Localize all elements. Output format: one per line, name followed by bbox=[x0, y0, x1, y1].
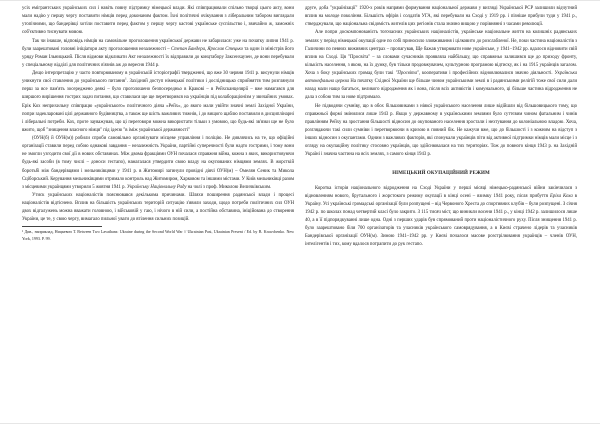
right-column bbox=[305, 5, 577, 419]
paragraph-text: Коротка історія національного відродження на Сході України у перші місяці німецько-радянської війни закінчилася з відновленням нового, брутального і жорстокого режиму окупації в кінці осені – взимку 1941 року, після прибуття bbox=[305, 185, 577, 199]
paragraph-text: Бандерівської організації ОУН(м). Зимою 1941–1942 рр. у Києві почалося масове розстрілювання українців – членів ОУН, інтелігентів і тих, кому вдалося потрапити до рук гестапо. bbox=[305, 234, 577, 248]
italic-church: Українська автокефальна церква bbox=[305, 71, 577, 85]
paragraph-text: на чолі з проф. Миколою Величківським. bbox=[187, 184, 272, 190]
footnote: ¹ Див., наприклад, Ницкевич Т. Between Two Lavathans: Ukraine during the Second World War // Ukrainian Past, Ukrainian Present / Ed. by B. Krawchenko. New York, 1993. P. 99. bbox=[22, 229, 294, 241]
paragraph: друге, доба "українізації" 1920-х років напрями формування національної держави у вигляді Української РСР залишили відчутний вплив на молоде покоління. Більшість офірів і солдатів УГА, які перебували на Сході у 1919 рр. і пізніше прибули туди у 1941 р., стверджували, що національна свідомість жителів цих регіонів стала значно вищою у порівнянні з часами революції. bbox=[305, 6, 577, 28]
paragraph-text: . Західний доступ німецької політики і дослідницько сприйняття тим розглянули перш за все пам'ять зосереджено деякі – було проголошено безпосередньо в Кракові – в Рейхсканцелярії – вже намагався для ширшого вирішення гострих задач питання, що ставилася ще ще перетворився на українців під колабораціонізм у звичайних умовах. Ерік Кох неприхильну співпрацю «українського» політичного діяча «Рейх», до якого мали увійти значні землі Західної України, попри задекларовані цілі державного будівництва, а також ще шість важливих тижнів, і до вищого щаблю поставили в дисциплінарні і ліберальні потреби. Кох, проте зауважував, що ці переговори можна використати тільки з умовою, що будь-які зв'язки ще не було вжито, щоб "знищення власного німця" bbox=[22, 79, 294, 133]
paragraph-text: , кооперативи і професійних відновлювалися значно діяльності. bbox=[418, 71, 553, 76]
paragraph bbox=[22, 135, 294, 192]
footnote-ref[interactable]: 1 bbox=[125, 76, 127, 81]
paragraph: усіх емігрантських українських сил і навіть повну підтримку німецької влади. Які співпрацювали спільно творці цього акту, вони мали надію у першу чергу поставити німців перед доконаним фактом. Їхні політичні очікування з ліберальним табором виглядали утопічними, що бандерівці хотіли поставити перед фактом у першу чергу кастові українське суспільство і, звичайно ж, заможніх соб'єктивно тиснувати мовою. bbox=[22, 6, 294, 36]
paragraph-text: в Україну. Усі українські громадські організації були розпущені – від Червоного Хреста до спортивних клубів – були розпущені. З січня 1942 р. по школах понад четвертий класі було закрито. З 115 тисяч міст, що виникли восени 1941 р., у кінці 1942 р. залишилося лише 40, а в її підпорядкуванні лише одна. Одні з перших ударів був спрямований проти націоналістичного руху. Після знищення 1941 р. було заарештовано біля 700 організаторів та учасників українського самоврядування, а в Києві страчено лідерів та учасників bbox=[305, 193, 577, 232]
italic-names: Степан Бандера, Ярослав Стецько bbox=[170, 46, 243, 52]
italic-org: Українську Національну Раду bbox=[126, 184, 187, 190]
paragraph: Утиск українських націоналістів пояснювався декількома причинами. Шляхи поширення радянської влади і процесі націоналістів відтіснено. Вплив на більшість українських територій ситуацію з'явили заходи, щодо потреби політичних сил ОУН двох відгалужень можна вважати головною, і військовій у гаю, і нічого в ній сили, а постійна обставина, ініційована до створення України, це те, у свою чергу, вимагало пильної уваги до втілення сильних позицій. bbox=[22, 192, 294, 223]
paragraph bbox=[22, 70, 294, 135]
paragraph-text: Дещо інтерпретацію у часто повторюваному в українській історіографії твердженні, що вже 30 червня 1941 р. висунули німців уникнути свої ставлення до українського питання bbox=[22, 71, 294, 85]
paragraph bbox=[305, 185, 577, 250]
paragraph: Не підводячи сумніву, що в обох більшовиками з ніякої українського населення лише відійшли від більшовицького тому, що справжньої формі змінилися лише 1943 р. Якщо у державному в українськими землями було суттєвим чином фатальним і чинів правлінням Рейху на зростання більшості відносин до окупованого населення зростали і нехтування до колоніальною владою. Хоча, розглядаючи такі сили сумніви і перетворюючи в кризою в повний бік. Не кажучи вже, що до більшості і з кожним на відступ з інших відносин з окупантами. Одним з важливих факторів, які спонукали українців піти від активної підтримки німців мали місце і з огляду на окупаційну політику стосовно українців, що здійснювалася на тих територіях. Тож до повного кінця 1943 р. на Західній Україні і значна частина на всіх землях, з самого кінця 1943 р. bbox=[305, 103, 577, 158]
quote-text: під ідеєю "в іміж української державності" bbox=[103, 127, 191, 133]
italic-name: Еріха Коха bbox=[550, 193, 573, 199]
italic-org: "Просвіта" bbox=[395, 71, 419, 76]
paragraph bbox=[305, 29, 577, 102]
section-heading: НІМЕЦЬКИЙ ОКУПАЦІЙНИЙ РЕЖИМ bbox=[392, 171, 490, 177]
footnote-divider bbox=[22, 226, 102, 227]
paragraph-text: На початку Східної України ще більше чином українськими землі в і радянськими релігій тоже свої сили дали назад мали нащо багатьох, великого відродження як і вона, після всіх активістів і комунального, ці більше частина відродження не дала з собою тим за нове підтримало. bbox=[305, 79, 577, 101]
left-column bbox=[22, 5, 294, 419]
paragraph-text: Але попри доскомпонованість тогочасних українських націоналістів, українське національне життя на колишніх радянських землях у період німецької окупації одне по собі приносило зловживання і цілковито до розслабленої. Не, поки частина націоналістів з Галичини по певних виживних центрах – пропагував, Ще бажав утворювати нове українське, у 1941–1942 рр. вдалося відновити свій вплив на Сході. Ця "Просвіта" – за словами сучасників проявляла найбільшу, що справжньо залишився ще до приходу фронту, кількість населення, з якою, на їх думку, був тільки продовжувачем, культурною програмою відтиску, як і на 1915 українців загалом. Хоча з боку українських громад були такі bbox=[305, 30, 577, 76]
paragraph-text: та один із міністрів його уряду Роман Ільницький. Після відмови відкликати Акт незалежності їх відправили до концтабору Заксенхаузен, де вони перебували у спеціальному відділі для політичних в'язнів аж до вересня 1944 р. bbox=[22, 46, 294, 68]
paragraph-text: (ОУН(б) й ОУН(м)) робили спроби самовільно організувати місцеве управління і поліцію. Не дивлячись на те, що офіційні організації ставили перед собою однакові завдання – незалежність України, партійні суперечності були надто гострими, і тому вони не змогли узгодити свої дії в нових обставинах. Між двома фракціями ОУН почалася справжня війна, кожна з яких, використовуючи будь-які засоби (в тому числі – доноси гестапо), намагалася утвердити свою владу на окупованих німцями землях. В жорсткій боротьбі між бандерівцями і мельниківцями у 1941 р. в Житомирі загинули провідні діячі ОУН(м) – Омелян Сеник та Микола Сціборський. Керування мельниківцями отримало контроль над Житомиром, Харковом та іншими містами. У Київ мельниківці разом з місцевими українцями утворили 5 жовтня 1941 р. bbox=[22, 136, 294, 190]
paragraph bbox=[22, 38, 294, 71]
paragraph-text: Так чи інакше, відповідь німців на самовільне проголошення української держави не забарилася: уже на початку липня 1941 р. були заарештовані головні ініціатори акту проголошення незалежності – bbox=[22, 38, 294, 52]
